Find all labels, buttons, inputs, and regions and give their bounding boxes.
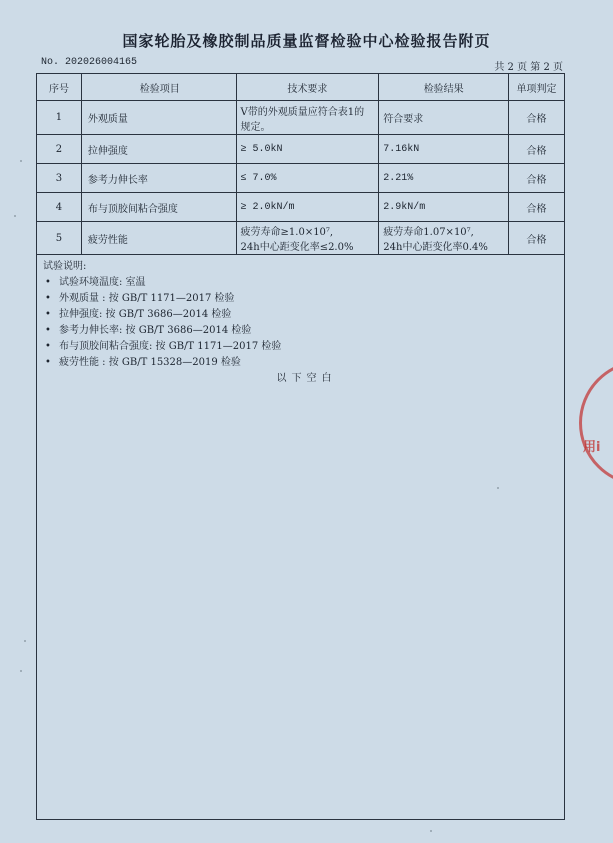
paper-speck <box>430 830 432 832</box>
result-line: 7.16kN <box>383 143 420 155</box>
header-item: 检验项目 <box>81 74 236 101</box>
note-text: 拉伸强度: 按 GB/T 3686—2014 检验 <box>59 309 232 320</box>
bullet-icon: • <box>45 277 51 288</box>
row-verdict: 合格 <box>509 101 565 135</box>
requirement-line: ≥ 2.0kN/m <box>240 201 295 213</box>
paper-speck <box>14 215 16 217</box>
inspection-table <box>36 73 565 255</box>
paper-speck <box>24 640 26 642</box>
row-item: 拉伸强度 <box>81 135 236 164</box>
result-line: 2.9kN/m <box>383 201 426 213</box>
table-header-row <box>37 74 565 101</box>
row-result <box>379 193 509 222</box>
requirement-line: 疲劳寿命≥1.0×10⁷, <box>240 227 334 238</box>
note-text: 参考力伸长率: 按 GB/T 3686—2014 检验 <box>59 325 252 336</box>
note-text: 外观质量 : 按 GB/T 1171—2017 检验 <box>59 293 235 304</box>
seal-text: 用i <box>583 440 601 455</box>
paper-speck <box>20 670 22 672</box>
requirement-line: 规定。 <box>240 121 271 133</box>
requirement-line: V带的外观质量应符合表1的 <box>240 106 365 118</box>
result-line: 2.21% <box>383 172 414 184</box>
row-item: 外观质量 <box>81 101 236 135</box>
paper-speck <box>497 487 499 489</box>
seal-stamp <box>579 360 613 480</box>
table-row <box>37 222 565 255</box>
list-item <box>43 275 281 291</box>
blank-below-notice: 以下空白 <box>276 373 337 384</box>
page-info: 共 2 页 第 2 页 <box>494 62 563 73</box>
row-requirement <box>236 101 379 135</box>
row-no: 2 <box>37 135 82 164</box>
row-result <box>379 222 509 255</box>
requirement-line: ≤ 7.0% <box>240 172 277 184</box>
paper-speck <box>20 160 22 162</box>
header-verdict: 单项判定 <box>509 74 565 101</box>
row-requirement <box>236 222 379 255</box>
row-no: 1 <box>37 101 82 135</box>
test-notes <box>43 259 281 371</box>
row-item: 布与顶胶间粘合强度 <box>81 193 236 222</box>
table-row <box>37 101 565 135</box>
result-line: 疲劳寿命1.07×10⁷, <box>383 227 474 238</box>
table-row <box>37 193 565 222</box>
bullet-icon: • <box>45 325 51 336</box>
bullet-icon: • <box>45 293 51 304</box>
row-verdict: 合格 <box>509 135 565 164</box>
row-verdict: 合格 <box>509 193 565 222</box>
row-requirement <box>236 193 379 222</box>
bullet-icon: • <box>45 341 51 352</box>
requirement-line: 24h中心距变化率≤2.0% <box>240 242 354 253</box>
row-result <box>379 164 509 193</box>
row-item: 疲劳性能 <box>81 222 236 255</box>
row-no: 5 <box>37 222 82 255</box>
table-row <box>37 135 565 164</box>
row-item: 参考力伸长率 <box>81 164 236 193</box>
row-result <box>379 101 509 135</box>
list-item <box>43 291 281 307</box>
row-no: 4 <box>37 193 82 222</box>
result-line: 符合要求 <box>383 114 424 125</box>
header-requirement: 技术要求 <box>236 74 379 101</box>
note-text: 布与顶胶间粘合强度: 按 GB/T 1171—2017 检验 <box>59 341 282 352</box>
list-item <box>43 323 281 339</box>
bullet-icon: • <box>45 357 51 368</box>
row-requirement <box>236 135 379 164</box>
header-result: 检验结果 <box>379 74 509 101</box>
row-result <box>379 135 509 164</box>
row-verdict: 合格 <box>509 222 565 255</box>
requirement-line: ≥ 5.0kN <box>240 143 283 155</box>
header-no: 序号 <box>37 74 82 101</box>
row-requirement <box>236 164 379 193</box>
notes-heading: 试验说明: <box>43 261 87 272</box>
row-no: 3 <box>37 164 82 193</box>
report-number: No. 202026004165 <box>41 57 138 68</box>
table-row <box>37 164 565 193</box>
result-line: 24h中心距变化率0.4% <box>383 242 488 253</box>
list-item <box>43 307 281 323</box>
seal-ring-icon <box>579 360 613 480</box>
list-item <box>43 339 281 355</box>
bullet-icon: • <box>45 309 51 320</box>
row-verdict: 合格 <box>509 164 565 193</box>
note-text: 疲劳性能 : 按 GB/T 15328—2019 检验 <box>59 357 241 368</box>
note-text: 试验环境温度: 室温 <box>59 277 146 288</box>
notes-list <box>43 275 281 371</box>
report-title: 国家轮胎及橡胶制品质量监督检验中心检验报告附页 <box>122 32 491 50</box>
